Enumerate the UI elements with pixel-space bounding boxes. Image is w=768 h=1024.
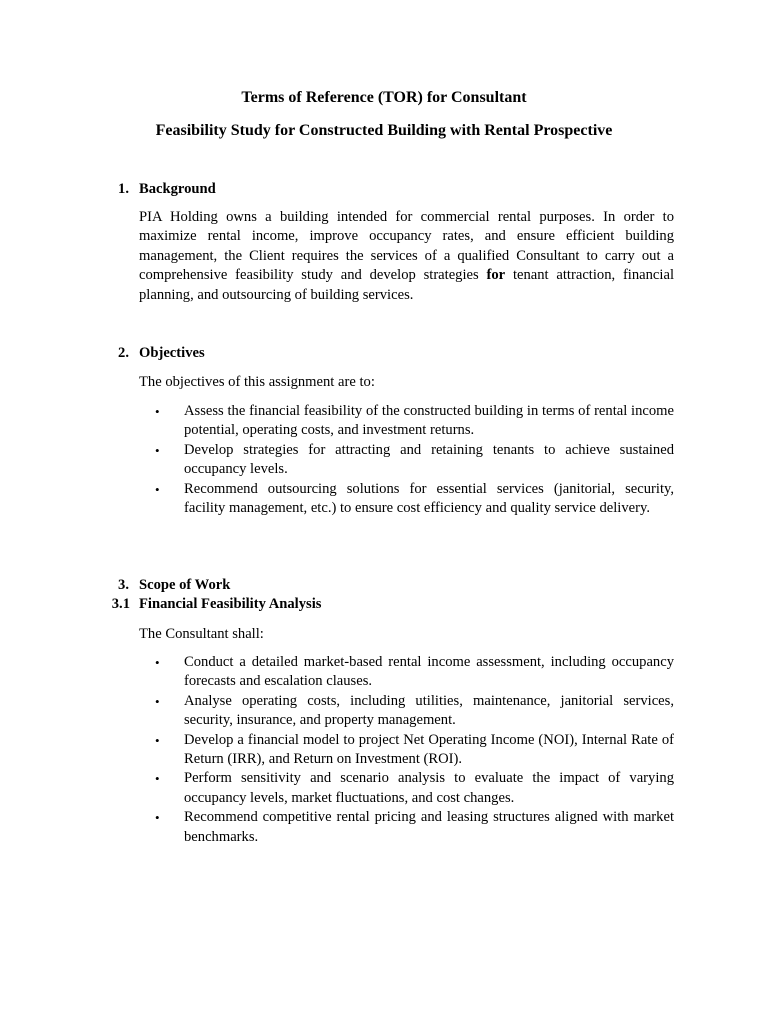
bullet-icon: •	[155, 404, 160, 419]
list-item-text: Conduct a detailed market-based rental income assessment, including occupancy forecasts and escalation clauses.	[184, 654, 674, 690]
bullet-icon: •	[155, 655, 160, 670]
section-number: 1.	[118, 181, 129, 197]
list-item-text: Recommend competitive rental pricing and leasing structures aligned with market benchmarks.	[184, 809, 674, 845]
subsection-number: 3.1	[111, 596, 130, 612]
list-item	[155, 769, 674, 808]
paragraph-bold-word: for	[486, 267, 506, 284]
background-paragraph	[139, 208, 674, 305]
paragraph-text: tenant attraction, financial planning, and outsourcing of building services.	[139, 267, 674, 303]
list-item-text: Recommend outsourcing solutions for essential services (janitorial, security, facility management, etc.) to ensure cost efficiency and quality service delivery.	[184, 480, 674, 517]
bullet-icon: •	[155, 771, 160, 787]
document-subtitle: Feasibility Study for Constructed Building with Rental Prospective	[155, 122, 613, 139]
document-title: Terms of Reference (TOR) for Consultant	[241, 89, 527, 106]
section-title: Scope of Work	[139, 577, 231, 593]
list-item	[155, 480, 674, 519]
section-number: 2.	[118, 345, 129, 361]
bullet-icon: •	[155, 481, 160, 497]
list-item	[155, 653, 674, 692]
objectives-list	[155, 402, 674, 518]
list-item-text: Perform sensitivity and scenario analysis to evaluate the impact of varying occupancy levels, market fluctuations, and cost changes.	[184, 770, 674, 806]
subsection-title: Financial Feasibility Analysis	[139, 596, 322, 612]
list-item-text: Develop a financial model to project Net Operating Income (NOI), Internal Rate of Return (IRR), and Return on Investment (ROI).	[184, 731, 674, 768]
bullet-icon: •	[155, 810, 160, 826]
list-item	[155, 692, 674, 731]
list-item	[155, 402, 674, 441]
section-title: Background	[139, 181, 216, 197]
list-item-text: Develop strategies for attracting and retaining tenants to achieve sustained occupancy levels.	[184, 441, 674, 478]
scope-intro: The Consultant shall:	[139, 626, 264, 642]
section-title: Objectives	[139, 345, 205, 361]
scope-list	[155, 653, 674, 847]
list-item	[155, 731, 674, 770]
objectives-intro: The objectives of this assignment are to:	[139, 374, 375, 390]
paragraph-text: PIA Holding owns a building intended for commercial rental purposes. In order to maximize rental income, improve occupancy rates, and ensure efficient building management, the Client requires the services of a qualified Consultant to carry out a comprehensive feasibility study and develop strategies	[139, 209, 674, 284]
list-item	[155, 441, 674, 480]
list-item-text: Assess the financial feasibility of the constructed building in terms of rental income potential, operating costs, and investment returns.	[184, 403, 674, 439]
bullet-icon: •	[155, 693, 160, 709]
section-number: 3.	[118, 577, 129, 593]
bullet-icon: •	[155, 732, 160, 748]
list-item	[155, 808, 674, 847]
list-item-text: Analyse operating costs, including utilities, maintenance, janitorial services, security, insurance, and property management.	[184, 692, 674, 729]
bullet-icon: •	[155, 442, 160, 458]
